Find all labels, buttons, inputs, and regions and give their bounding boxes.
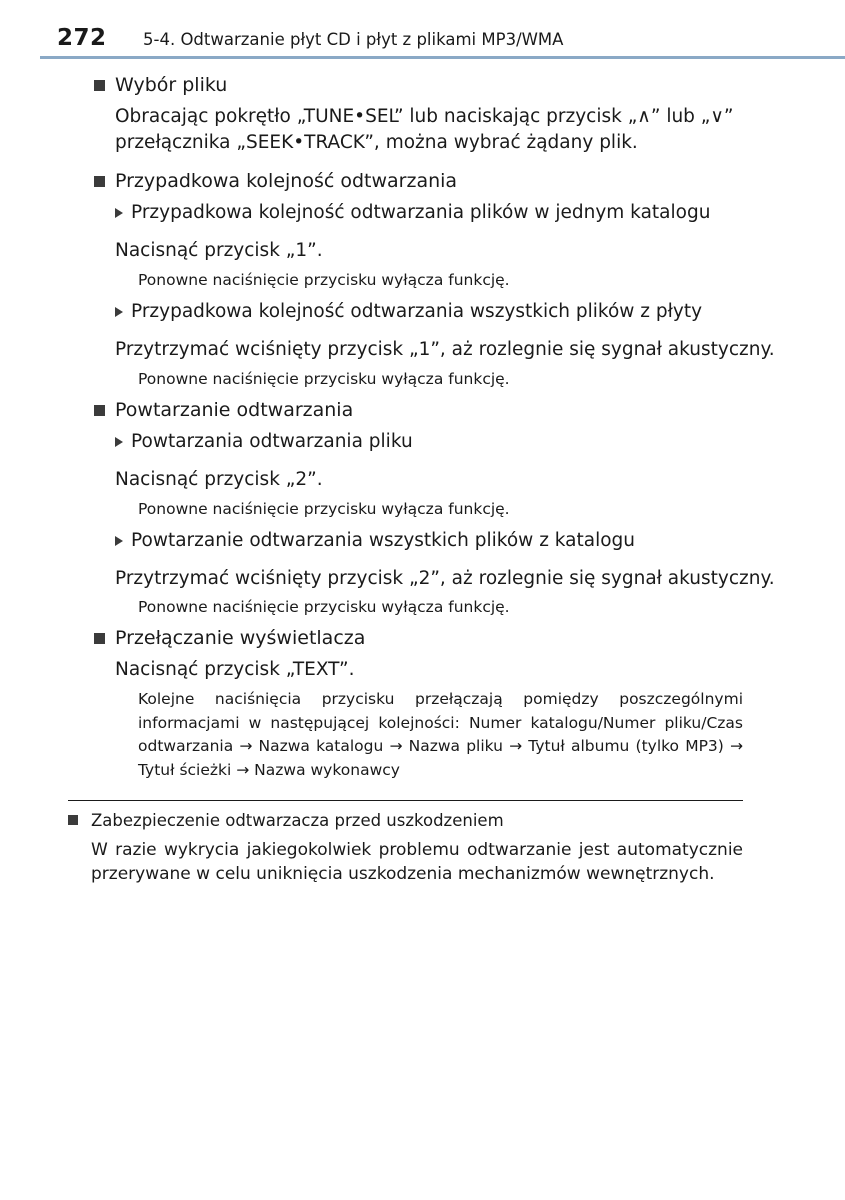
square-bullet-icon: [94, 80, 105, 91]
random-sub-1-note: Ponowne naciśnięcie przycisku wyłącza funkcję.: [138, 271, 510, 289]
display-instruction: Nacisnąć przycisk „TEXT”.: [115, 659, 355, 680]
random-sub-2: Przypadkowa kolejność odtwarzania wszystkich plików z płyty: [131, 301, 703, 322]
triangle-bullet-icon: [115, 437, 123, 447]
page-number: 272: [57, 25, 107, 51]
file-select-line-2: przełącznika „SEEK•TRACK”, można wybrać żądany plik.: [115, 132, 638, 153]
square-bullet-icon: [68, 815, 78, 825]
protection-text: W razie wykrycia jakiegokolwiek problemu odtwarzanie jest automatycznie przerywane w celu uniknięcia uszkodzenia mechanizmów wewnętrznych.: [91, 840, 743, 884]
random-sub-1-instruction: Nacisnąć przycisk „1”.: [115, 240, 323, 261]
heading-display: Przełączanie wyświetlacza: [115, 627, 366, 649]
triangle-bullet-icon: [115, 307, 123, 317]
heading-protection: Zabezpieczenie odtwarzacza przed uszkodzeniem: [91, 811, 504, 830]
heading-repeat: Powtarzanie odtwarzania: [115, 399, 354, 421]
display-note: Kolejne naciśnięcia przycisku przełączają pomiędzy poszczególnymi informacjami w następującej kolejności: Numer katalogu/Numer pliku/Czas odtwarzania → Nazwa katalogu → Nazwa pliku → Tytuł albumu (tylko MP3) → Tytuł ścieżki → Nazwa wykonawcy: [138, 690, 743, 779]
repeat-sub-1-instruction: Nacisnąć przycisk „2”.: [115, 469, 323, 490]
file-select-line-1: Obracając pokrętło „TUNE•SEL” lub naciskając przycisk „∧” lub „∨”: [115, 106, 734, 127]
section-title: 5-4. Odtwarzanie płyt CD i płyt z plikami MP3/WMA: [143, 30, 564, 49]
triangle-bullet-icon: [115, 536, 123, 546]
square-bullet-icon: [94, 405, 105, 416]
section-divider: [68, 800, 743, 801]
triangle-bullet-icon: [115, 208, 123, 218]
random-sub-1: Przypadkowa kolejność odtwarzania plików w jednym katalogu: [131, 202, 711, 223]
repeat-sub-1-note: Ponowne naciśnięcie przycisku wyłącza funkcję.: [138, 500, 510, 518]
repeat-sub-1: Powtarzania odtwarzania pliku: [131, 431, 413, 452]
header-divider: [40, 56, 845, 59]
square-bullet-icon: [94, 176, 105, 187]
repeat-sub-2-instruction: Przytrzymać wciśnięty przycisk „2”, aż rozlegnie się sygnał akustyczny.: [115, 568, 775, 589]
random-sub-2-note: Ponowne naciśnięcie przycisku wyłącza funkcję.: [138, 370, 510, 388]
heading-file-select: Wybór pliku: [115, 74, 228, 96]
random-sub-2-instruction: Przytrzymać wciśnięty przycisk „1”, aż rozlegnie się sygnał akustyczny.: [115, 339, 775, 360]
page-header: [0, 0, 845, 60]
repeat-sub-2-note: Ponowne naciśnięcie przycisku wyłącza funkcję.: [138, 598, 510, 616]
heading-random: Przypadkowa kolejność odtwarzania: [115, 170, 458, 192]
square-bullet-icon: [94, 633, 105, 644]
repeat-sub-2: Powtarzanie odtwarzania wszystkich plików z katalogu: [131, 530, 636, 551]
